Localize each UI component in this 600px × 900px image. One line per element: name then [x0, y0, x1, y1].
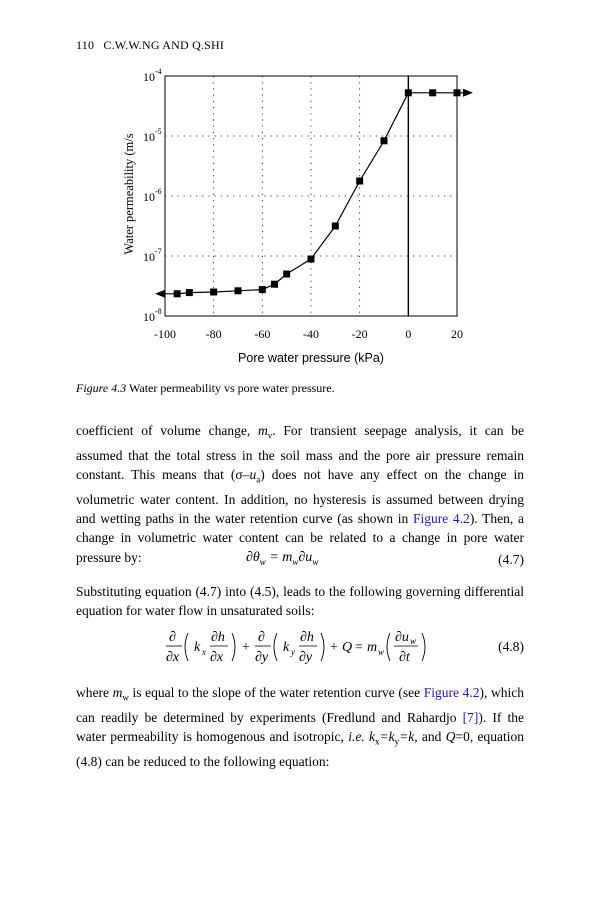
figure-caption: [76, 381, 335, 396]
y-tick-label: $10^{-8}$: [143, 307, 162, 324]
p3-ie: i.e.: [348, 729, 365, 745]
eq48-ky-sub: y: [291, 647, 295, 657]
figure-caption-text: Water permeability vs pore water pressure.: [129, 381, 335, 395]
p1-ua: u: [249, 467, 257, 483]
eq48-dh2: ∂h: [300, 630, 314, 645]
eq48-du-sub: w: [410, 636, 417, 646]
p3-kx: k: [364, 729, 375, 745]
p3-mw-sub: w: [122, 692, 129, 703]
p3-q: Q: [445, 729, 456, 745]
p3-text-d: ). If the water permeability is homogenous and isotropic,: [76, 709, 524, 745]
p3-text-f: , and: [414, 729, 446, 745]
page-header: [76, 38, 224, 53]
right-arrow-head: [463, 89, 473, 97]
data-point: [210, 289, 217, 296]
data-point: [283, 271, 290, 278]
permeability-chart: [100, 60, 500, 370]
eq48-dh1: ∂h: [211, 630, 225, 645]
y-tick-label: $10^{-5}$: [143, 127, 162, 144]
paragraph-3: [76, 683, 524, 771]
eq48-number: (4.8): [498, 639, 524, 654]
y-tick-label: $10^{-7}$: [143, 247, 162, 264]
p1-ua-sub: a: [256, 474, 261, 485]
eq47-sub1: w: [259, 556, 266, 567]
eq48-kx: k: [194, 640, 201, 655]
x-tick-label: -40: [303, 327, 319, 341]
data-point: [186, 289, 193, 296]
running-head-authors: C.W.W.NG AND Q.SHI: [103, 38, 225, 52]
eq48-dx2: ∂x: [210, 650, 224, 665]
p3-ky: =k: [379, 729, 395, 745]
p3-text-c: ), which can readily be determined by experiments (Fredlund and Rahardjo: [76, 685, 524, 725]
eq48-d1: ∂: [169, 630, 176, 645]
paragraph-1: [76, 421, 524, 567]
eq47-mid: = m: [265, 550, 293, 565]
eq48-q: Q: [342, 640, 353, 655]
p1-text-c: ) does not have any effect on the change in volumetric water content. In addition, no hysteresis is assumed between drying and wetting paths in the water retention curve (as shown in: [76, 467, 524, 527]
page-number: 110: [76, 38, 95, 52]
x-tick-label: -60: [254, 327, 271, 341]
p1-mv: m: [258, 423, 268, 438]
p3-text-a: where: [76, 685, 113, 700]
x-tick-label: 20: [451, 327, 463, 341]
p3-mw: m: [112, 685, 123, 700]
x-tick-label: -20: [351, 327, 368, 341]
p1-text-b: . For transient seepage analysis, it can be assumed that the total stress in the soil mass and the pore air pressure remain constant. This means that (σ–: [76, 423, 524, 483]
p1-text-a: coefficient of volume change,: [76, 423, 258, 438]
eq48-d2: ∂: [258, 630, 265, 645]
eq47-rest: ∂u: [298, 550, 313, 565]
data-point: [271, 281, 278, 288]
left-arrow-head: [155, 290, 165, 298]
p3-ky-sub: y: [394, 736, 400, 747]
data-point: [235, 287, 242, 294]
data-point: [332, 223, 339, 230]
y-tick-label: $10^{-6}$: [143, 187, 162, 204]
p3-k: =k: [399, 729, 415, 745]
eq47-number: (4.7): [498, 552, 524, 567]
x-tick-labels: [154, 327, 463, 341]
eq47-lhs: ∂θ: [246, 550, 260, 565]
paragraph-2: Substituting equation (4.7) into (4.5), leads to the following governing differential equation for water flow in unsaturated soils:: [76, 584, 524, 619]
data-point: [405, 89, 412, 96]
data-point: [381, 137, 388, 144]
p1-mv-sub: v: [267, 430, 273, 441]
series-line: [177, 93, 457, 294]
p1-text-d: ). Then, a change in volumetric water content can be related to a change in pore water pressure by:: [76, 511, 525, 565]
p3-ref-link[interactable]: [7]: [462, 709, 479, 725]
data-point: [174, 290, 181, 297]
eq48-du: ∂u: [395, 630, 409, 645]
p3-kx-sub: x: [375, 736, 380, 747]
data-series: [155, 89, 473, 298]
eq48-m-sub: w: [378, 647, 385, 657]
data-point: [429, 89, 436, 96]
p3-text-g: =0, equation (4.8) can be reduced to the following equation:: [76, 729, 525, 769]
eq48-dx1: ∂x: [166, 650, 180, 665]
x-axis-label: Pore water pressure (kPa): [238, 351, 384, 365]
eq48-m: m: [367, 640, 378, 655]
eq47-body: [246, 550, 318, 567]
data-point: [308, 256, 315, 263]
y-tick-label: $10^{-4}$: [143, 67, 162, 84]
x-tick-label: 0: [405, 327, 412, 341]
data-point: [259, 286, 266, 293]
chart-grid: [165, 76, 457, 316]
eq48-plus1: +: [242, 640, 250, 655]
eq48-dt: ∂t: [399, 650, 410, 665]
data-point: [454, 89, 461, 96]
eq48-dy2: ∂y: [299, 650, 313, 665]
x-tick-label: -100: [154, 327, 176, 341]
eq48-ky: k: [283, 640, 290, 655]
eq48-kx-sub: x: [202, 647, 206, 657]
p3-text-b: is equal to the slope of the water retention curve (see: [128, 685, 424, 700]
eq48-equals: =: [355, 640, 363, 655]
eq48-formula: [76, 627, 436, 667]
p1-figure-link[interactable]: Figure 4.2: [412, 511, 470, 527]
x-tick-label: -80: [205, 327, 222, 341]
eq47-sub2: w: [292, 556, 299, 567]
data-point: [356, 178, 363, 185]
eq48-plus2: +: [330, 640, 338, 655]
y-tick-labels: [143, 67, 162, 324]
eq47-sub3: w: [312, 556, 319, 567]
eq48-dy1: ∂y: [255, 650, 269, 665]
p3-figure-link[interactable]: Figure 4.2: [423, 685, 480, 700]
equation-4-8: [76, 627, 524, 667]
equation-4-7: [76, 548, 524, 578]
figure-label: Figure 4.3: [76, 381, 127, 395]
y-axis-label: Water permeability (m/s: [122, 133, 136, 255]
